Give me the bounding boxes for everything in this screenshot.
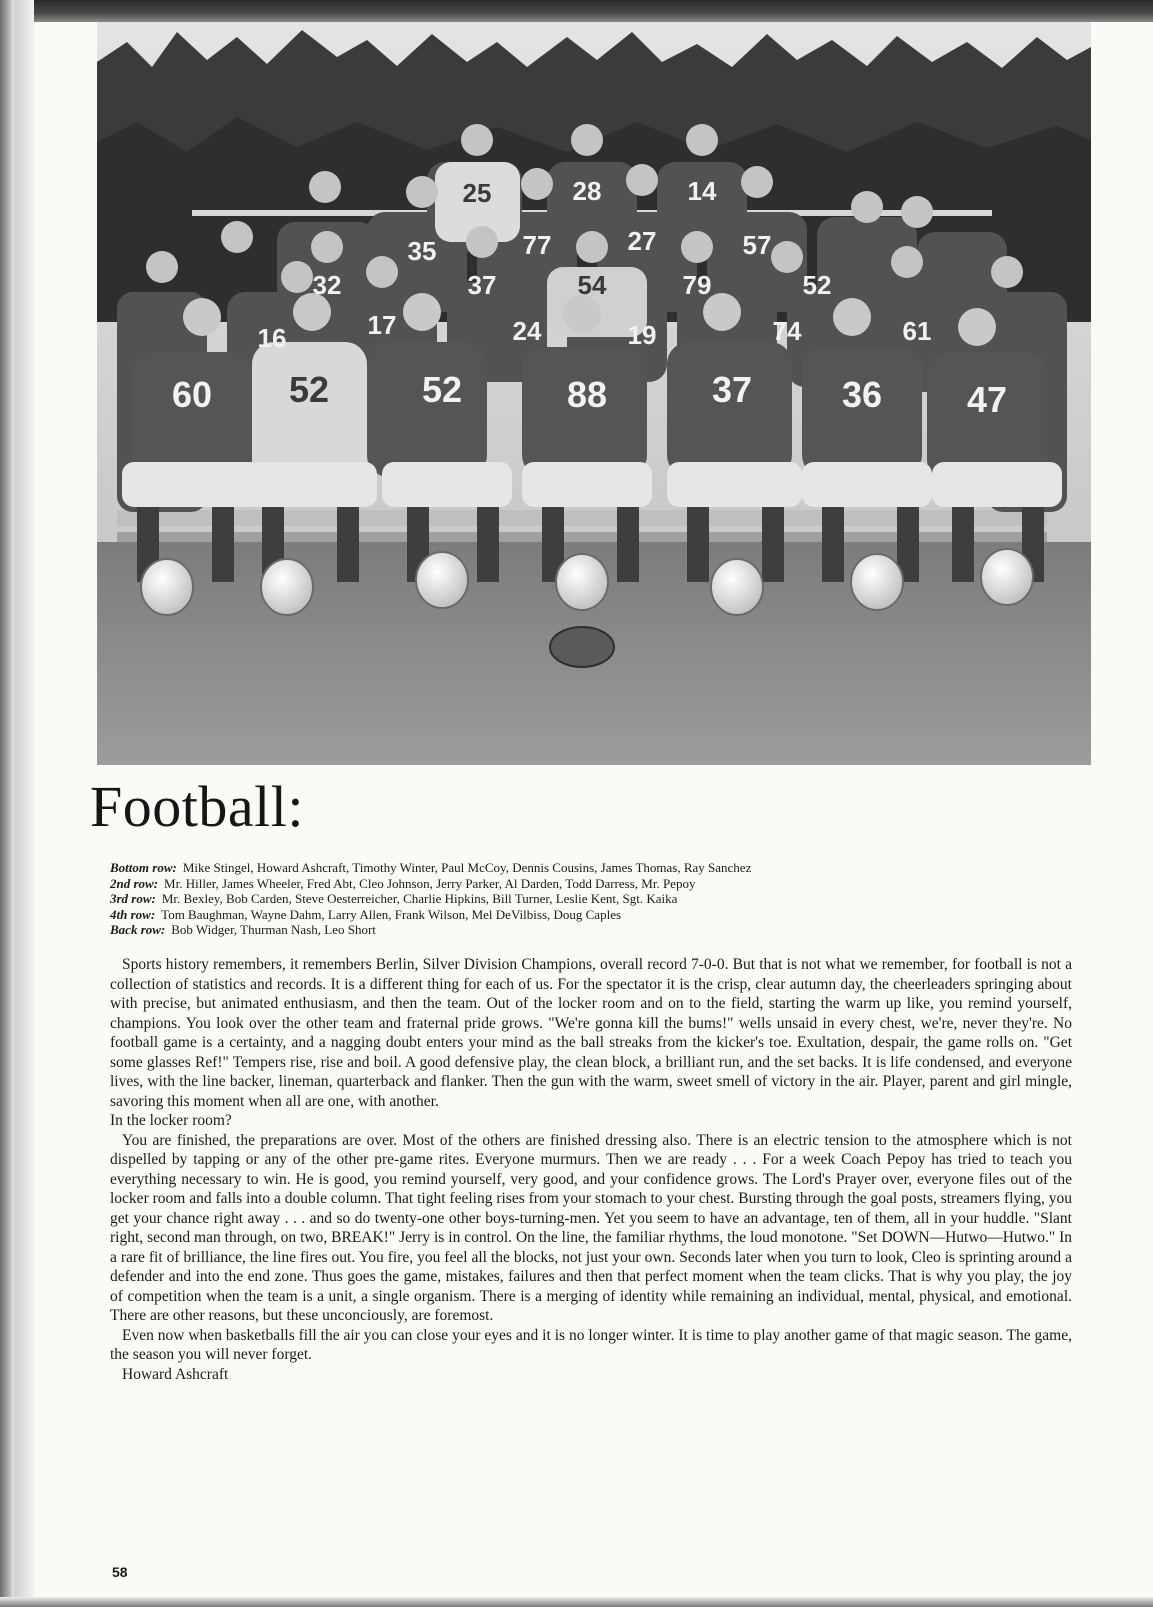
jersey-number: 14 — [687, 176, 717, 206]
jersey-number: 52 — [288, 369, 330, 410]
binding-shadow — [14, 0, 34, 1607]
jersey-number: 28 — [572, 176, 602, 206]
caption-row-label: 3rd row: — [110, 891, 156, 906]
jersey-number: 17 — [367, 310, 397, 340]
article-body — [110, 955, 1072, 1384]
jersey-number: 57 — [742, 230, 772, 260]
page-title: Football: — [90, 774, 304, 839]
team-photo-image — [97, 22, 1091, 765]
article-paragraph: You are finished, the preparations are over. Most of the others are finished dressing also. There is an electric tension to the atmosphere which is not dispelled by tapping or any of the other pre-game rites. Everyone murmurs. Then we are ready . . . For a week Coach Pepoy has tried to teach you everything necessary to win. He is good, you remind yourself, very good, and your confidence grows. The Lord's Prayer over, everyone files out of the locker room and falls into a double column. That tight feeling rises from your stomach to your chest. Bursting through the goal posts, streamers flying, you get your chance right away . . . and so do twenty-one other boys-turning-men. Yet you seem to have an advantage, ten of them, all in your huddle. "Slant right, second man through, on two, BREAK!" Jerry is in control. On the line, the familiar rhythms, the loud monotone. "Set DOWN—Hutwo—Hutwo." In a rare fit of brilliance, the line fires out. You fire, you feel all the blocks, not just your own. Seconds later when you turn to look, Cleo is sprinting around a defender and into the end zone. Thus goes the game, mistakes, failures and then that perfect moment when the team clicks. That is why you play, the joy of competition when the team is a unit, a single organism. There is a merging of identity while remaining an individual, mental, physical, and emotional. There are other reasons, but these unconciously, are foremost. — [110, 1131, 1072, 1324]
caption-row-names: Bob Widger, Thurman Nash, Leo Short — [171, 922, 376, 937]
jersey-number: 35 — [407, 236, 437, 266]
photo-caption — [110, 860, 1040, 938]
jersey-number: 36 — [841, 374, 883, 415]
jersey-number: 61 — [902, 316, 932, 346]
jersey-number: 37 — [711, 369, 753, 410]
caption-row — [110, 860, 1040, 876]
jersey-number: 27 — [627, 226, 657, 256]
caption-row-label: 2nd row: — [110, 875, 159, 891]
caption-row-label: Back row: — [110, 922, 166, 937]
article-byline: Howard Ashcraft — [122, 1365, 229, 1383]
jersey-number: 79 — [682, 270, 712, 300]
team-photo — [97, 22, 1091, 765]
page-top-edge — [0, 0, 1153, 22]
jersey-number: 19 — [627, 320, 657, 350]
jersey-number: 74 — [772, 316, 802, 346]
jersey-number: 52 — [802, 270, 832, 300]
jersey-number: 37 — [467, 270, 497, 300]
page-bottom-edge — [0, 1597, 1153, 1607]
caption-row — [110, 891, 1040, 907]
jersey-number: 60 — [171, 374, 213, 415]
article-paragraph: In the locker room? — [110, 1112, 232, 1129]
caption-row-label: Bottom row: — [110, 860, 177, 875]
caption-row-label: 4th row: — [110, 906, 156, 922]
caption-row-names: Tom Baughman, Wayne Dahm, Larry Allen, Frank Wilson, Mel DeVilbiss, Doug Caples — [161, 906, 622, 922]
caption-row — [110, 907, 1040, 923]
article-paragraph: Sports history remembers, it remembers Berlin, Silver Division Champions, overall record 7-0-0. But that is not what we remember, for football is not a collection of statistics and records. It is a different thing for each of us. For the spectator it is the crisp, clear autumn day, the cheerleaders springing about with precise, but animated enthusiasm, and then the team. Out of the locker room and on to the field, starting the warm up like, you remind yourself, champions. You look over the other team and fraternal pride grows. "We're gonna kill the bums!" wells unsaid in every chest, we're, never they're. No football game is a certainty, and a nagging doubt enters your mind as the ball streaks from the kicker's toe. Exultation, despair, the game rolls on. "Get some glasses Ref!" Tempers rise, rise and boil. A good defensive play, the clean block, a brilliant run, and the set backs. It is life condensed, and everyone lives, with the line backer, lineman, quarterback and flanker. Then the gun with the warm, sweet smell of victory in the air. Player, parent and girl mingle, savoring this moment when all are one, with another. — [110, 956, 1072, 1110]
jersey-number: 88 — [566, 374, 608, 415]
jersey-number: 47 — [966, 379, 1008, 420]
caption-row — [110, 922, 1040, 938]
jersey-number: 52 — [421, 369, 463, 410]
caption-row-names: Mr. Bexley, Bob Carden, Steve Oesterreicher, Charlie Hipkins, Bill Turner, Leslie Kent, Sgt. Kaika — [161, 891, 678, 906]
caption-row — [110, 876, 1040, 892]
jersey-number: 25 — [462, 178, 492, 208]
jersey-number: 32 — [312, 270, 342, 300]
page-number: 58 — [112, 1564, 128, 1580]
jersey-number: 77 — [522, 230, 552, 260]
jersey-number: 16 — [257, 323, 287, 353]
caption-row-names: Mr. Hiller, James Wheeler, Fred Abt, Cleo Johnson, Jerry Parker, Al Darden, Todd Darress, Mr. Pepoy — [164, 875, 696, 891]
book-binding — [0, 0, 14, 1607]
jersey-number: 24 — [512, 316, 542, 346]
caption-row-names: Mike Stingel, Howard Ashcraft, Timothy Winter, Paul McCoy, Dennis Cousins, James Thomas, Ray Sanchez — [182, 860, 752, 875]
article-paragraph: Even now when basketballs fill the air you can close your eyes and it is no longer winter. It is time to play another game of that magic season. The game, the season you will never forget. — [110, 1326, 1072, 1363]
jersey-number: 54 — [577, 270, 607, 300]
